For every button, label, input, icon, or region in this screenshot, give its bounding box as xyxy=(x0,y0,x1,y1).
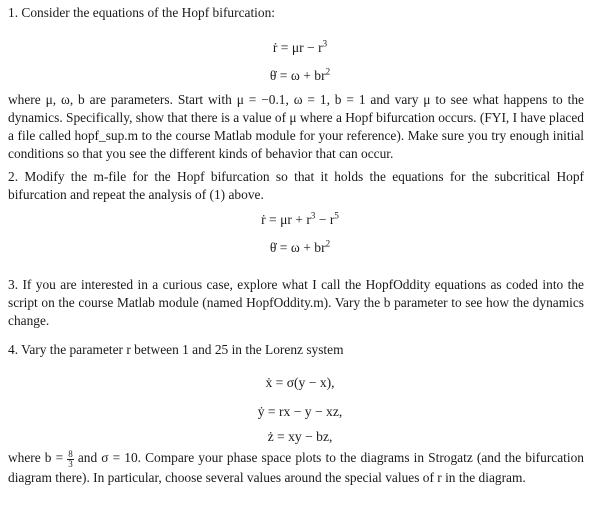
subcritical-radial-equation: ṙ = $\mu r + r^3 - r^5$ xyxy=(261,210,339,227)
hopf-angular-equation: θ̇ = $\omega + br^2$ xyxy=(269,66,331,83)
lorenz-x-equation: ẋ = σ(y − x), xyxy=(265,375,335,390)
problem-3-intro: 3. If you are interested in a curious case, explore what I call the HopfOddity equations as coded into the script on the course Matlab module (named HopfOddity.m). Vary the b parameter to see how the dynamics change. xyxy=(8,277,584,328)
fraction-eight-thirds: $\frac{8}{3}$ xyxy=(68,449,73,469)
problem-2-intro: 2. Modify the m-file for the Hopf bifurcation so that it holds the equations for the subcritical Hopf bifurcation and repeat the analysis of (1) above. xyxy=(8,169,584,202)
subcritical-angular-equation: θ̇ = $\omega + br^2$ xyxy=(269,238,331,255)
problem-1-intro: 1. Consider the equations of the Hopf bifurcation: xyxy=(8,5,276,20)
problem-1-body: where μ, ω, b are parameters. Start with μ = −0.1, ω = 1, b = 1 and vary μ to see what happens to the dynamics. Specifically, show that there is a value of μ where a Hopf bifurcation occurs. (FYI, I have placed a file called hopf_sup.m to the course Matlab module for your reference). Make sure you try enough initial conditions so that you see the different kinds of behavior that can occur. xyxy=(8,92,584,161)
hopf-radial-equation: ṙ = $\mu r - r^3$ xyxy=(272,38,328,55)
lorenz-z-equation: ż = xy − bz, xyxy=(267,429,333,444)
problem-4-body: where b = $\frac{8}{3}$ and σ = 10. Compare your phase space plots to the diagrams in Strogatz (and the bifurcation diagram there). In particular, choose several values around the special values of r in the diagram. xyxy=(8,449,584,485)
lorenz-y-equation: ẏ = rx − y − xz, xyxy=(257,404,343,419)
problem-4-intro: 4. Vary the parameter r between 1 and 25 in the Lorenz system xyxy=(8,342,344,357)
